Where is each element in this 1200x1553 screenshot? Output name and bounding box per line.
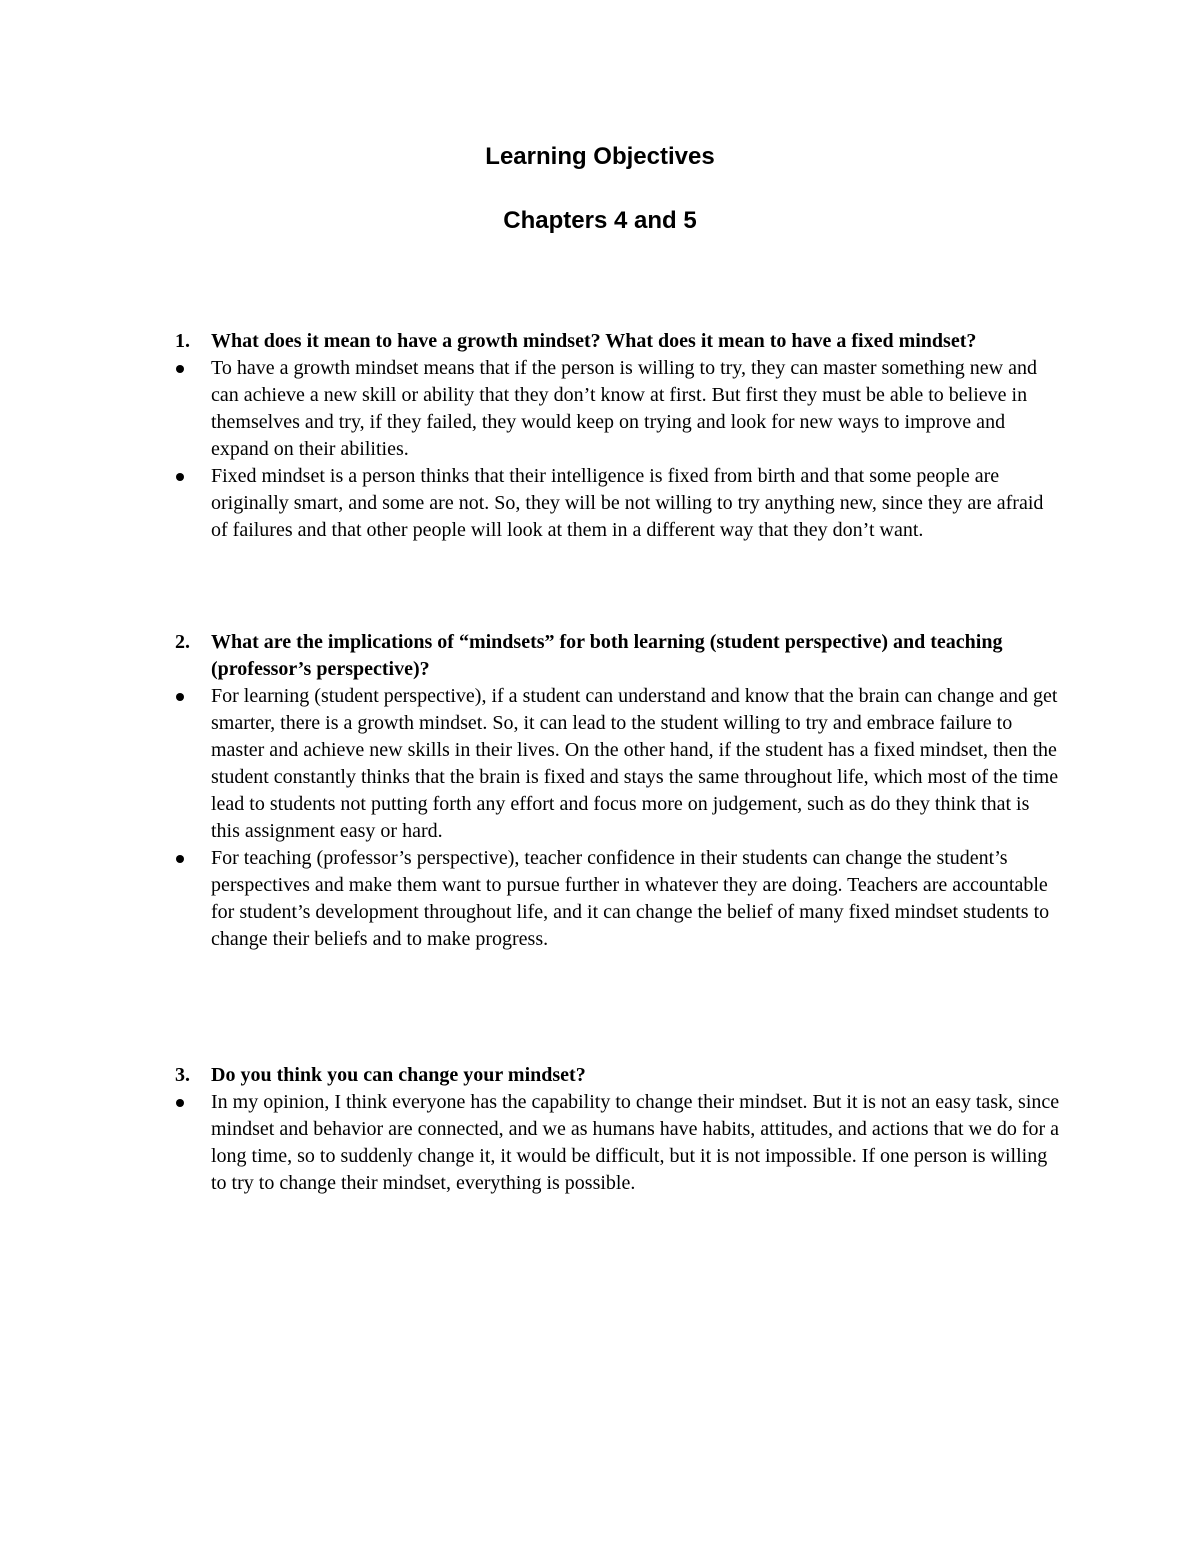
question-1 bbox=[0, 328, 1200, 355]
question-number: 3. bbox=[175, 1064, 190, 1086]
answer-text: For teaching (professor’s perspective), teacher confidence in their students can change the student’s perspectives and make them want to pursue further in whatever they are doing. Teachers are accountable for student’s development throughout life, and it can change the belief of many fixed mindset students to change their beliefs and to make progress. bbox=[211, 847, 1050, 950]
answer-item bbox=[0, 355, 1200, 463]
answer-text: To have a growth mindset means that if the person is willing to try, they can master something new and can achieve a new skill or ability that they don’t know at first. But first they must be able to believe in themselves and try, if they failed, they would keep on trying and look for new ways to improve and expand on their abilities. bbox=[211, 357, 1038, 460]
answer-item bbox=[0, 845, 1200, 953]
bullet-icon bbox=[176, 365, 184, 373]
answer-text: In my opinion, I think everyone has the capability to change their mindset. But it is not an easy task, since mindset and behavior are connected, and we as humans have habits, attitudes, and actions that we do for a long time, so to suddenly change it, it would be difficult, but it is not impossible. If one person is willing to try to change their mindset, everything is possible. bbox=[211, 1091, 1060, 1194]
bullet-icon bbox=[176, 855, 184, 863]
answer-item bbox=[0, 683, 1200, 845]
bullet-icon bbox=[176, 473, 184, 481]
answer-text: For learning (student perspective), if a student can understand and know that the brain can change and get smarter, there is a growth mindset. So, it can lead to the student willing to try and embrace failure to master and achieve new skills in their lives. On the other hand, if the student has a fixed mindset, then the student constantly thinks that the brain is fixed and stays the same throughout life, which most of the time lead to students not putting forth any effort and focus more on judgement, such as do they think that is this assignment easy or hard. bbox=[211, 685, 1059, 842]
answer-text: Fixed mindset is a person thinks that their intelligence is fixed from birth and that some people are originally smart, and some are not. So, they will be not willing to try anything new, since they are afraid of failures and that other people will look at them in a different way that they don’t want. bbox=[211, 465, 1044, 541]
bullet-icon bbox=[176, 1099, 184, 1107]
question-number: 1. bbox=[175, 330, 190, 352]
page-subtitle: Chapters 4 and 5 bbox=[503, 207, 697, 234]
question-number: 2. bbox=[175, 631, 190, 653]
question-text: What does it mean to have a growth mindset? What does it mean to have a fixed mindset? bbox=[211, 330, 977, 352]
question-text: Do you think you can change your mindset? bbox=[211, 1064, 586, 1086]
page-title: Learning Objectives bbox=[485, 143, 715, 170]
question-text: What are the implications of “mindsets” for both learning (student perspective) and teaching (professor’s perspective)? bbox=[211, 631, 1003, 680]
question-block-2 bbox=[0, 629, 1200, 953]
question-block-3 bbox=[0, 1062, 1200, 1197]
question-3 bbox=[0, 1062, 1200, 1089]
bullet-icon bbox=[176, 693, 184, 701]
answer-item bbox=[0, 1089, 1200, 1197]
question-2 bbox=[0, 629, 1200, 683]
answer-item bbox=[0, 463, 1200, 544]
question-block-1 bbox=[0, 328, 1200, 544]
